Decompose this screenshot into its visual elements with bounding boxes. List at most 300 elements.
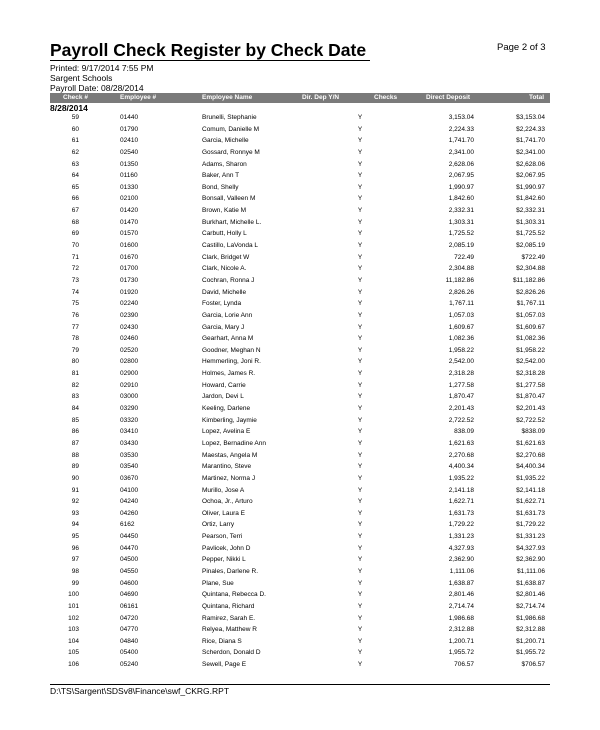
cell-direct-deposit: 1,331.23 [448,533,474,541]
cell-total: $2,714.74 [516,602,545,610]
cell-employee-name: Brunelli, Stephanie [202,114,257,121]
cell-employee-name: Howard, Carrie [202,381,246,389]
cell-direct-deposit: 838.09 [454,428,474,436]
cell-check-number: 90 [71,474,79,482]
cell-direct-deposit-flag: Y [357,614,363,622]
cell-total: $1,200.71 [516,637,545,645]
table-row [50,554,550,566]
cell-employee-number: 02100 [120,195,139,203]
cell-total: $2,318.28 [516,370,545,378]
cell-employee-name: Clark, Nicole A. [202,265,247,273]
cell-direct-deposit-flag: Y [357,160,363,168]
cell-employee-name: Lopez, Avelina E [202,428,251,436]
cell-check-number: 70 [71,242,79,250]
cell-check-number: 84 [71,405,79,413]
table-row [50,356,550,368]
table-row [50,403,550,415]
cell-total: $838.09 [521,428,545,436]
cell-check-number: 77 [71,323,79,331]
cell-employee-number: 01790 [120,125,139,133]
table-row [50,589,550,601]
cell-direct-deposit-flag: Y [357,602,363,610]
table-row [50,112,550,124]
cell-total: $1,622.71 [516,498,545,506]
cell-employee-number: 04260 [120,509,139,517]
cell-employee-name: Marantino, Steve [202,463,252,471]
cell-total: $1,303.31 [516,218,545,226]
cell-total: $2,201.43 [516,405,545,413]
cell-employee-number: 02520 [120,346,139,354]
cell-check-number: 67 [71,207,79,215]
cell-employee-number: 01670 [120,253,139,261]
table-row [50,380,550,392]
cell-total: $2,542.00 [516,358,545,366]
cell-direct-deposit: 2,332.31 [448,207,474,215]
cell-direct-deposit: 1,842.60 [448,195,474,203]
cell-employee-name: Jardon, Devi L [202,393,244,401]
cell-direct-deposit-flag: Y [357,265,363,273]
table-row [50,252,550,264]
cell-direct-deposit-flag: Y [357,218,363,226]
cell-direct-deposit-flag: Y [357,230,363,238]
cell-check-number: 91 [71,486,79,494]
cell-direct-deposit: 722.49 [454,253,474,261]
cell-check-number: 61 [71,137,79,145]
cell-employee-number: 05400 [120,649,139,657]
cell-check-number: 87 [71,439,79,447]
table-row [50,519,550,531]
table-row [50,147,550,159]
cell-total: $2,224.33 [516,125,545,133]
cell-direct-deposit: 2,270.68 [448,451,474,459]
table-row [50,368,550,380]
table-row [50,659,550,671]
cell-total: $2,801.46 [516,591,545,599]
cell-employee-name: Clark, Bridget W [202,253,250,261]
cell-total: $1,725.52 [516,230,545,238]
cell-employee-number: 04470 [120,544,139,552]
cell-direct-deposit-flag: Y [357,358,363,366]
cell-direct-deposit-flag: Y [357,172,363,180]
cell-employee-number: 03290 [120,405,139,413]
cell-total: $1,990.97 [516,183,545,191]
cell-total: $1,842.60 [516,195,545,203]
col-header-checks: Checks [374,94,398,101]
cell-direct-deposit-flag: Y [357,323,363,331]
cell-check-number: 82 [71,381,79,389]
cell-direct-deposit: 1,986.68 [448,614,474,622]
table-row [50,531,550,543]
cell-direct-deposit-flag: Y [357,451,363,459]
cell-employee-name: Bonsall, Valleen M [202,195,256,203]
cell-check-number: 88 [71,451,79,459]
cell-employee-number: 01700 [120,265,139,273]
cell-employee-number: 04770 [120,626,139,634]
cell-total: $1,111.06 [517,567,545,575]
table-row [50,426,550,438]
cell-employee-name: Ortiz, Larry [202,521,235,529]
cell-employee-name: Holmes, James R. [202,370,256,378]
table-row [50,298,550,310]
cell-direct-deposit-flag: Y [357,405,363,413]
cell-direct-deposit: 2,542.00 [448,358,474,366]
cell-employee-number: 02390 [120,311,139,319]
cell-employee-name: Cochran, Ronna J [202,276,255,284]
cell-direct-deposit-flag: Y [357,288,363,296]
cell-total: $2,141.18 [516,486,545,494]
table-row [50,182,550,194]
cell-direct-deposit: 1,622.71 [448,498,474,506]
cell-employee-name: David, Michelle [202,288,247,296]
cell-check-number: 66 [71,195,79,203]
cell-employee-number: 04600 [120,579,139,587]
cell-employee-number: 03320 [120,416,139,424]
cell-check-number: 92 [71,498,79,506]
table-row [50,205,550,217]
cell-total: $706.57 [521,661,545,669]
cell-check-number: 102 [68,614,79,622]
cell-total: $1,767.11 [516,300,545,308]
cell-total: $1,621.63 [516,439,545,447]
cell-direct-deposit: 2,085.19 [448,242,474,250]
cell-direct-deposit-flag: Y [357,416,363,424]
cell-check-number: 100 [68,591,79,599]
cell-employee-name: Murillo, Jose A [202,486,245,494]
cell-check-number: 64 [71,172,79,180]
table-row [50,135,550,147]
cell-check-number: 86 [71,428,79,436]
col-header-total: Total [528,94,544,101]
cell-check-number: 104 [68,637,79,645]
cell-direct-deposit: 2,722.52 [448,416,474,424]
cell-direct-deposit-flag: Y [357,637,363,645]
cell-employee-number: 04690 [120,591,139,599]
cell-check-number: 97 [71,556,79,564]
cell-total: $1,631.73 [516,509,545,517]
cell-total: $1,082.36 [516,335,545,343]
cell-employee-name: Bond, Shelly [202,183,239,191]
cell-employee-number: 02410 [120,137,139,145]
cell-direct-deposit-flag: Y [357,544,363,552]
cell-employee-number: 02460 [120,335,139,343]
cell-direct-deposit: 2,628.06 [448,160,474,168]
cell-direct-deposit: 1,767.11 [449,300,474,308]
cell-direct-deposit-flag: Y [357,125,363,133]
table-row [50,217,550,229]
cell-total: $2,826.26 [516,288,545,296]
cell-direct-deposit: 1,870.47 [448,393,474,401]
cell-check-number: 75 [71,300,79,308]
cell-employee-name: Plane, Sue [202,579,234,587]
table-row [50,322,550,334]
report-title: Payroll Check Register by Check Date [50,40,367,60]
cell-check-number: 59 [71,114,79,121]
cell-total: $1,638.87 [516,579,545,587]
cell-employee-name: Baker, Ann T [202,172,240,180]
table-row [50,170,550,182]
cell-total: $4,400.34 [516,463,545,471]
payroll-date: Payroll Date: 08/28/2014 [50,83,144,93]
cell-direct-deposit: 2,801.46 [448,591,474,599]
cell-direct-deposit-flag: Y [357,242,363,250]
cell-employee-number: 03430 [120,439,139,447]
cell-employee-name: Martinez, Norma J [202,474,256,482]
cell-employee-name: Gearhart, Anna M [202,335,254,343]
cell-employee-name: Pavlicek, John D [202,544,251,552]
cell-check-number: 85 [71,416,79,424]
cell-check-number: 78 [71,335,79,343]
cell-direct-deposit-flag: Y [357,579,363,587]
cell-direct-deposit: 2,067.95 [448,172,474,180]
cell-employee-number: 02910 [120,381,139,389]
cell-employee-name: Sewell, Page E [202,661,247,669]
cell-direct-deposit-flag: Y [357,439,363,447]
cell-direct-deposit: 1,729.22 [448,521,474,529]
cell-direct-deposit-flag: Y [357,463,363,471]
cell-direct-deposit-flag: Y [357,556,363,564]
organization-name: Sargent Schools [50,73,113,83]
cell-employee-number: 03670 [120,474,139,482]
table-row [50,124,550,136]
cell-total: $1,729.22 [516,521,545,529]
cell-direct-deposit: 1,609.67 [448,323,474,331]
cell-check-number: 99 [71,579,79,587]
table-row [50,310,550,322]
cell-employee-name: Oliver, Laura E [202,509,245,517]
cell-employee-number: 02800 [120,358,139,366]
cell-total: $2,341.00 [516,148,545,156]
cell-employee-number: 04240 [120,498,139,506]
cell-direct-deposit: 2,362.90 [448,556,474,564]
cell-direct-deposit: 2,141.18 [448,486,474,494]
cell-employee-number: 6162 [120,521,135,529]
cell-check-number: 73 [71,276,79,284]
cell-check-number: 93 [71,509,79,517]
cell-employee-number: 04450 [120,533,139,541]
table-row [50,636,550,648]
cell-direct-deposit: 2,201.43 [448,405,474,413]
cell-total: $1,958.22 [516,346,545,354]
cell-direct-deposit: 1,725.52 [448,230,474,238]
cell-employee-name: Burkhart, Michelle L. [202,218,262,226]
cell-employee-number: 03000 [120,393,139,401]
cell-employee-name: Pearson, Terri [202,533,243,541]
cell-direct-deposit: 1,631.73 [448,509,474,517]
cell-employee-number: 02900 [120,370,139,378]
cell-check-number: 80 [71,358,79,366]
printed-timestamp: Printed: 9/17/2014 7:55 PM [50,63,154,73]
table-row [50,193,550,205]
cell-employee-number: 03410 [120,428,139,436]
table-row [50,263,550,275]
cell-employee-name: Lopez, Bernadine Ann [202,439,266,447]
table-row [50,473,550,485]
cell-total: $1,986.68 [516,614,545,622]
cell-employee-number: 01600 [120,242,139,250]
cell-direct-deposit-flag: Y [357,428,363,436]
cell-check-number: 96 [71,544,79,552]
cell-direct-deposit: 1,082.36 [448,335,474,343]
cell-direct-deposit: 1,741.70 [448,137,474,145]
cell-employee-name: Kimberling, Jaymie [202,416,257,424]
cell-check-number: 69 [71,230,79,238]
cell-direct-deposit-flag: Y [357,591,363,599]
cell-employee-name: Foster, Lynda [202,300,242,308]
table-row [50,415,550,427]
cell-employee-number: 01420 [120,207,139,215]
footer-divider [50,684,550,685]
cell-employee-name: Pepper, Nikki L [202,556,246,564]
cell-direct-deposit: 2,312.88 [448,626,474,634]
cell-direct-deposit-flag: Y [357,137,363,145]
cell-direct-deposit-flag: Y [357,533,363,541]
cell-employee-name: Maestas, Angela M [202,451,258,459]
cell-employee-number: 02540 [120,148,139,156]
cell-total: $722.49 [521,253,545,261]
col-header-direct-deposit-flag: Dir. Dep Y/N [302,94,340,101]
cell-employee-number: 01330 [120,183,139,191]
cell-check-number: 74 [71,288,79,296]
cell-total: $2,085.19 [516,242,545,250]
cell-direct-deposit-flag: Y [357,474,363,482]
cell-check-number: 101 [68,602,79,610]
cell-total: $2,312.88 [516,626,545,634]
cell-employee-number: 01470 [120,218,139,226]
cell-total: $2,304.88 [516,265,545,273]
cell-direct-deposit-flag: Y [357,567,363,575]
col-header-direct-deposit: Direct Deposit [426,94,471,101]
cell-employee-name: Carbutt, Holly L [202,230,247,238]
cell-employee-name: Comum, Danielle M [202,125,260,133]
cell-employee-number: 05240 [120,661,139,669]
table-row [50,159,550,171]
cell-total: $1,935.22 [516,474,545,482]
cell-direct-deposit-flag: Y [357,276,363,284]
cell-total: $2,362.90 [516,556,545,564]
cell-total: $1,955.72 [516,649,545,657]
cell-check-number: 65 [71,183,79,191]
cell-direct-deposit-flag: Y [357,114,363,121]
cell-direct-deposit: 1,935.22 [448,474,474,482]
cell-employee-name: Scherdon, Donald D [202,649,261,657]
cell-direct-deposit: 1,638.87 [448,579,474,587]
table-row [50,624,550,636]
cell-total: $1,609.67 [516,323,545,331]
cell-direct-deposit-flag: Y [357,509,363,517]
cell-check-number: 89 [71,463,79,471]
cell-check-number: 71 [71,253,79,261]
cell-direct-deposit: 1,958.22 [448,346,474,354]
cell-employee-number: 02240 [120,300,139,308]
cell-employee-name: Pinales, Darlene R. [202,567,258,575]
cell-employee-name: Ochoa, Jr., Arturo [202,498,253,506]
cell-direct-deposit-flag: Y [357,195,363,203]
cell-check-number: 63 [71,160,79,168]
table-row [50,613,550,625]
cell-total: $11,182.86 [512,276,545,284]
cell-total: $2,628.06 [516,160,545,168]
cell-direct-deposit-flag: Y [357,498,363,506]
cell-employee-number: 01730 [120,276,139,284]
cell-employee-number: 01440 [120,114,139,121]
cell-check-number: 105 [68,649,79,657]
cell-total: $2,270.68 [516,451,545,459]
cell-direct-deposit-flag: Y [357,300,363,308]
table-row [50,461,550,473]
cell-direct-deposit-flag: Y [357,521,363,529]
table-row [50,287,550,299]
cell-check-number: 106 [68,661,79,669]
cell-direct-deposit: 11,182.86 [445,276,474,284]
cell-direct-deposit: 1,990.97 [448,183,474,191]
section-date: 8/28/2014 [50,103,88,113]
table-row [50,240,550,252]
cell-direct-deposit: 4,327.93 [448,544,474,552]
cell-employee-number: 04840 [120,637,139,645]
cell-employee-name: Quintana, Richard [202,602,255,610]
cell-employee-name: Relyea, Matthew R [202,626,257,634]
cell-direct-deposit: 2,318.28 [448,370,474,378]
cell-direct-deposit-flag: Y [357,370,363,378]
cell-direct-deposit: 1,303.31 [448,218,474,226]
cell-check-number: 83 [71,393,79,401]
table-row [50,345,550,357]
cell-employee-name: Goodner, Meghan N [202,346,261,354]
cell-employee-number: 04100 [120,486,139,494]
cell-employee-name: Keeling, Darlene [202,405,251,413]
cell-employee-name: Ramirez, Sarah E. [202,614,256,622]
cell-employee-name: Garcia, Lorie Ann [202,311,253,319]
table-row [50,391,550,403]
table-row [50,275,550,287]
cell-employee-number: 04720 [120,614,139,622]
cell-direct-deposit-flag: Y [357,346,363,354]
cell-total: $2,722.52 [516,416,545,424]
cell-direct-deposit: 1,277.58 [448,381,474,389]
cell-direct-deposit-flag: Y [357,649,363,657]
table-row [50,543,550,555]
cell-total: $2,067.95 [516,172,545,180]
cell-direct-deposit-flag: Y [357,661,363,669]
cell-employee-number: 03530 [120,451,139,459]
cell-direct-deposit-flag: Y [357,183,363,191]
table-row [50,508,550,520]
cell-direct-deposit: 4,400.34 [448,463,474,471]
cell-total: $1,870.47 [516,393,545,401]
cell-direct-deposit: 1,111.06 [449,567,474,575]
cell-employee-name: Hemmerling, Joni R. [202,358,261,366]
cell-check-number: 79 [71,346,79,354]
cell-check-number: 103 [68,626,79,634]
cell-direct-deposit-flag: Y [357,207,363,215]
cell-check-number: 94 [71,521,79,529]
cell-direct-deposit: 3,153.04 [448,114,474,121]
col-header-employee-number: Employee # [120,94,157,101]
cell-direct-deposit: 706.57 [454,661,474,669]
cell-direct-deposit-flag: Y [357,626,363,634]
table-row [50,601,550,613]
cell-check-number: 98 [71,567,79,575]
cell-check-number: 62 [71,148,79,156]
report-file-path: D:\TS\Sargent\SDSv8\Finance\swf_CKRG.RPT [50,686,230,696]
cell-direct-deposit: 1,955.72 [448,649,474,657]
register-table [50,112,550,671]
col-header-check: Check # [63,94,88,101]
cell-employee-name: Garcia, Mary J [202,323,245,331]
page-number: Page 2 of 3 [497,42,546,53]
table-row [50,496,550,508]
cell-employee-number: 03540 [120,463,139,471]
